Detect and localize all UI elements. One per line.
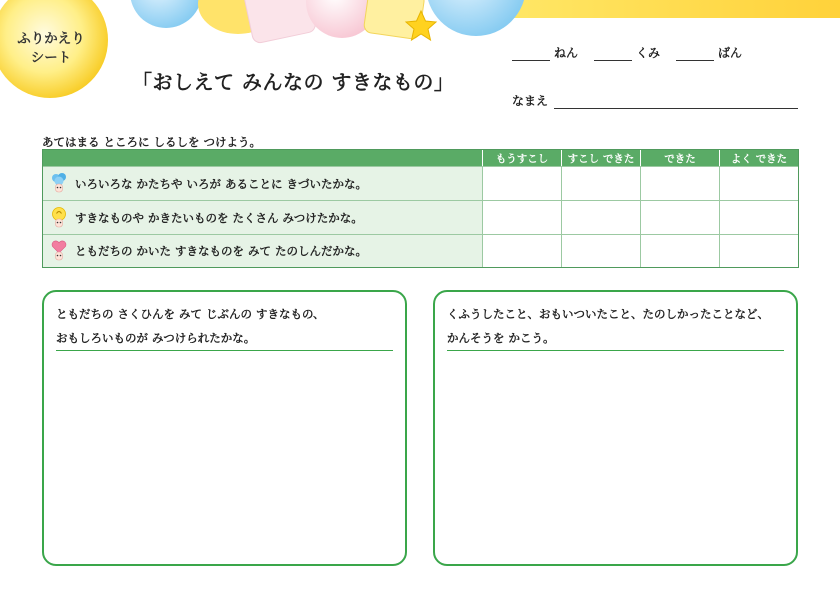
friends-work-reflection-box[interactable]	[42, 290, 407, 566]
prompt-line-1: ともだちの さくひんを みて じぶんの すきなもの、	[56, 307, 325, 321]
blue-orb-shape	[130, 0, 202, 28]
check-cell-r3-well-done[interactable]	[719, 234, 798, 267]
page-title: 「おしえて みんなの すきなもの」	[132, 70, 455, 94]
checklist-instruction: あてはまる ところに しるしを つけよう。	[42, 135, 262, 149]
check-cell-r1-well-done[interactable]	[719, 166, 798, 200]
badge-line-2: シート	[30, 50, 72, 66]
check-cell-r3-done[interactable]	[640, 234, 719, 267]
check-cell-r2-done[interactable]	[640, 200, 719, 234]
check-cell-r2-somewhat-done[interactable]	[561, 200, 640, 234]
top-banner-stripe	[470, 0, 840, 18]
check-cell-r3-somewhat-done[interactable]	[561, 234, 640, 267]
grade-label: ねん	[554, 46, 579, 60]
table-header-blank	[43, 150, 482, 166]
question-text: いろいろな かたちや いろが あることに きづいたかな。	[75, 176, 368, 191]
name-info-row	[512, 92, 798, 109]
column-header-somewhat-done: すこし できた	[561, 150, 640, 166]
column-header-done: できた	[640, 150, 719, 166]
column-header-well-done: よく できた	[719, 150, 798, 166]
name-label: なまえ	[512, 94, 549, 108]
question-row-2	[43, 200, 482, 234]
check-cell-r1-somewhat-done[interactable]	[561, 166, 640, 200]
blue-creature-icon	[49, 172, 69, 196]
check-cell-r2-well-done[interactable]	[719, 200, 798, 234]
large-blue-orb-shape	[426, 0, 526, 36]
question-text: ともだちの かいた すきなものを みて たのしんだかな。	[75, 244, 368, 258]
impressions-prompt	[447, 302, 769, 350]
pink-card-shape	[243, 0, 316, 44]
prompt-divider	[56, 350, 393, 351]
friends-work-prompt	[56, 302, 325, 350]
column-header-a-little-more: もうすこし	[482, 150, 561, 166]
question-text: すきなものや かきたいものを たくさん みつけたかな。	[75, 210, 363, 225]
prompt-line-2: かんそうを かこう。	[447, 331, 555, 345]
name-field[interactable]	[554, 97, 798, 109]
check-cell-r1-a-little-more[interactable]	[482, 166, 561, 200]
check-cell-r1-done[interactable]	[640, 166, 719, 200]
prompt-divider	[447, 350, 784, 351]
badge-line-1: ふりかえり	[17, 31, 85, 47]
impressions-reflection-box[interactable]	[433, 290, 798, 566]
yellow-lightbulb-creature-icon	[49, 206, 69, 230]
reflection-sheet-badge	[0, 0, 112, 96]
number-field[interactable]	[676, 49, 714, 61]
question-row-1	[43, 166, 482, 200]
prompt-line-2: おもしろいものが みつけられたかな。	[56, 331, 256, 345]
number-label: ばん	[718, 46, 743, 60]
class-info-row	[512, 44, 742, 61]
grade-field[interactable]	[512, 49, 550, 61]
prompt-line-1: くふうしたこと、おもいついたこと、たのしかったことなど、	[447, 307, 769, 321]
check-cell-r2-a-little-more[interactable]	[482, 200, 561, 234]
check-cell-r3-a-little-more[interactable]	[482, 234, 561, 267]
question-row-3	[43, 234, 482, 267]
class-label: くみ	[636, 46, 661, 60]
class-field[interactable]	[594, 49, 632, 61]
pink-heart-creature-icon	[49, 239, 69, 263]
self-assessment-table	[42, 149, 799, 268]
